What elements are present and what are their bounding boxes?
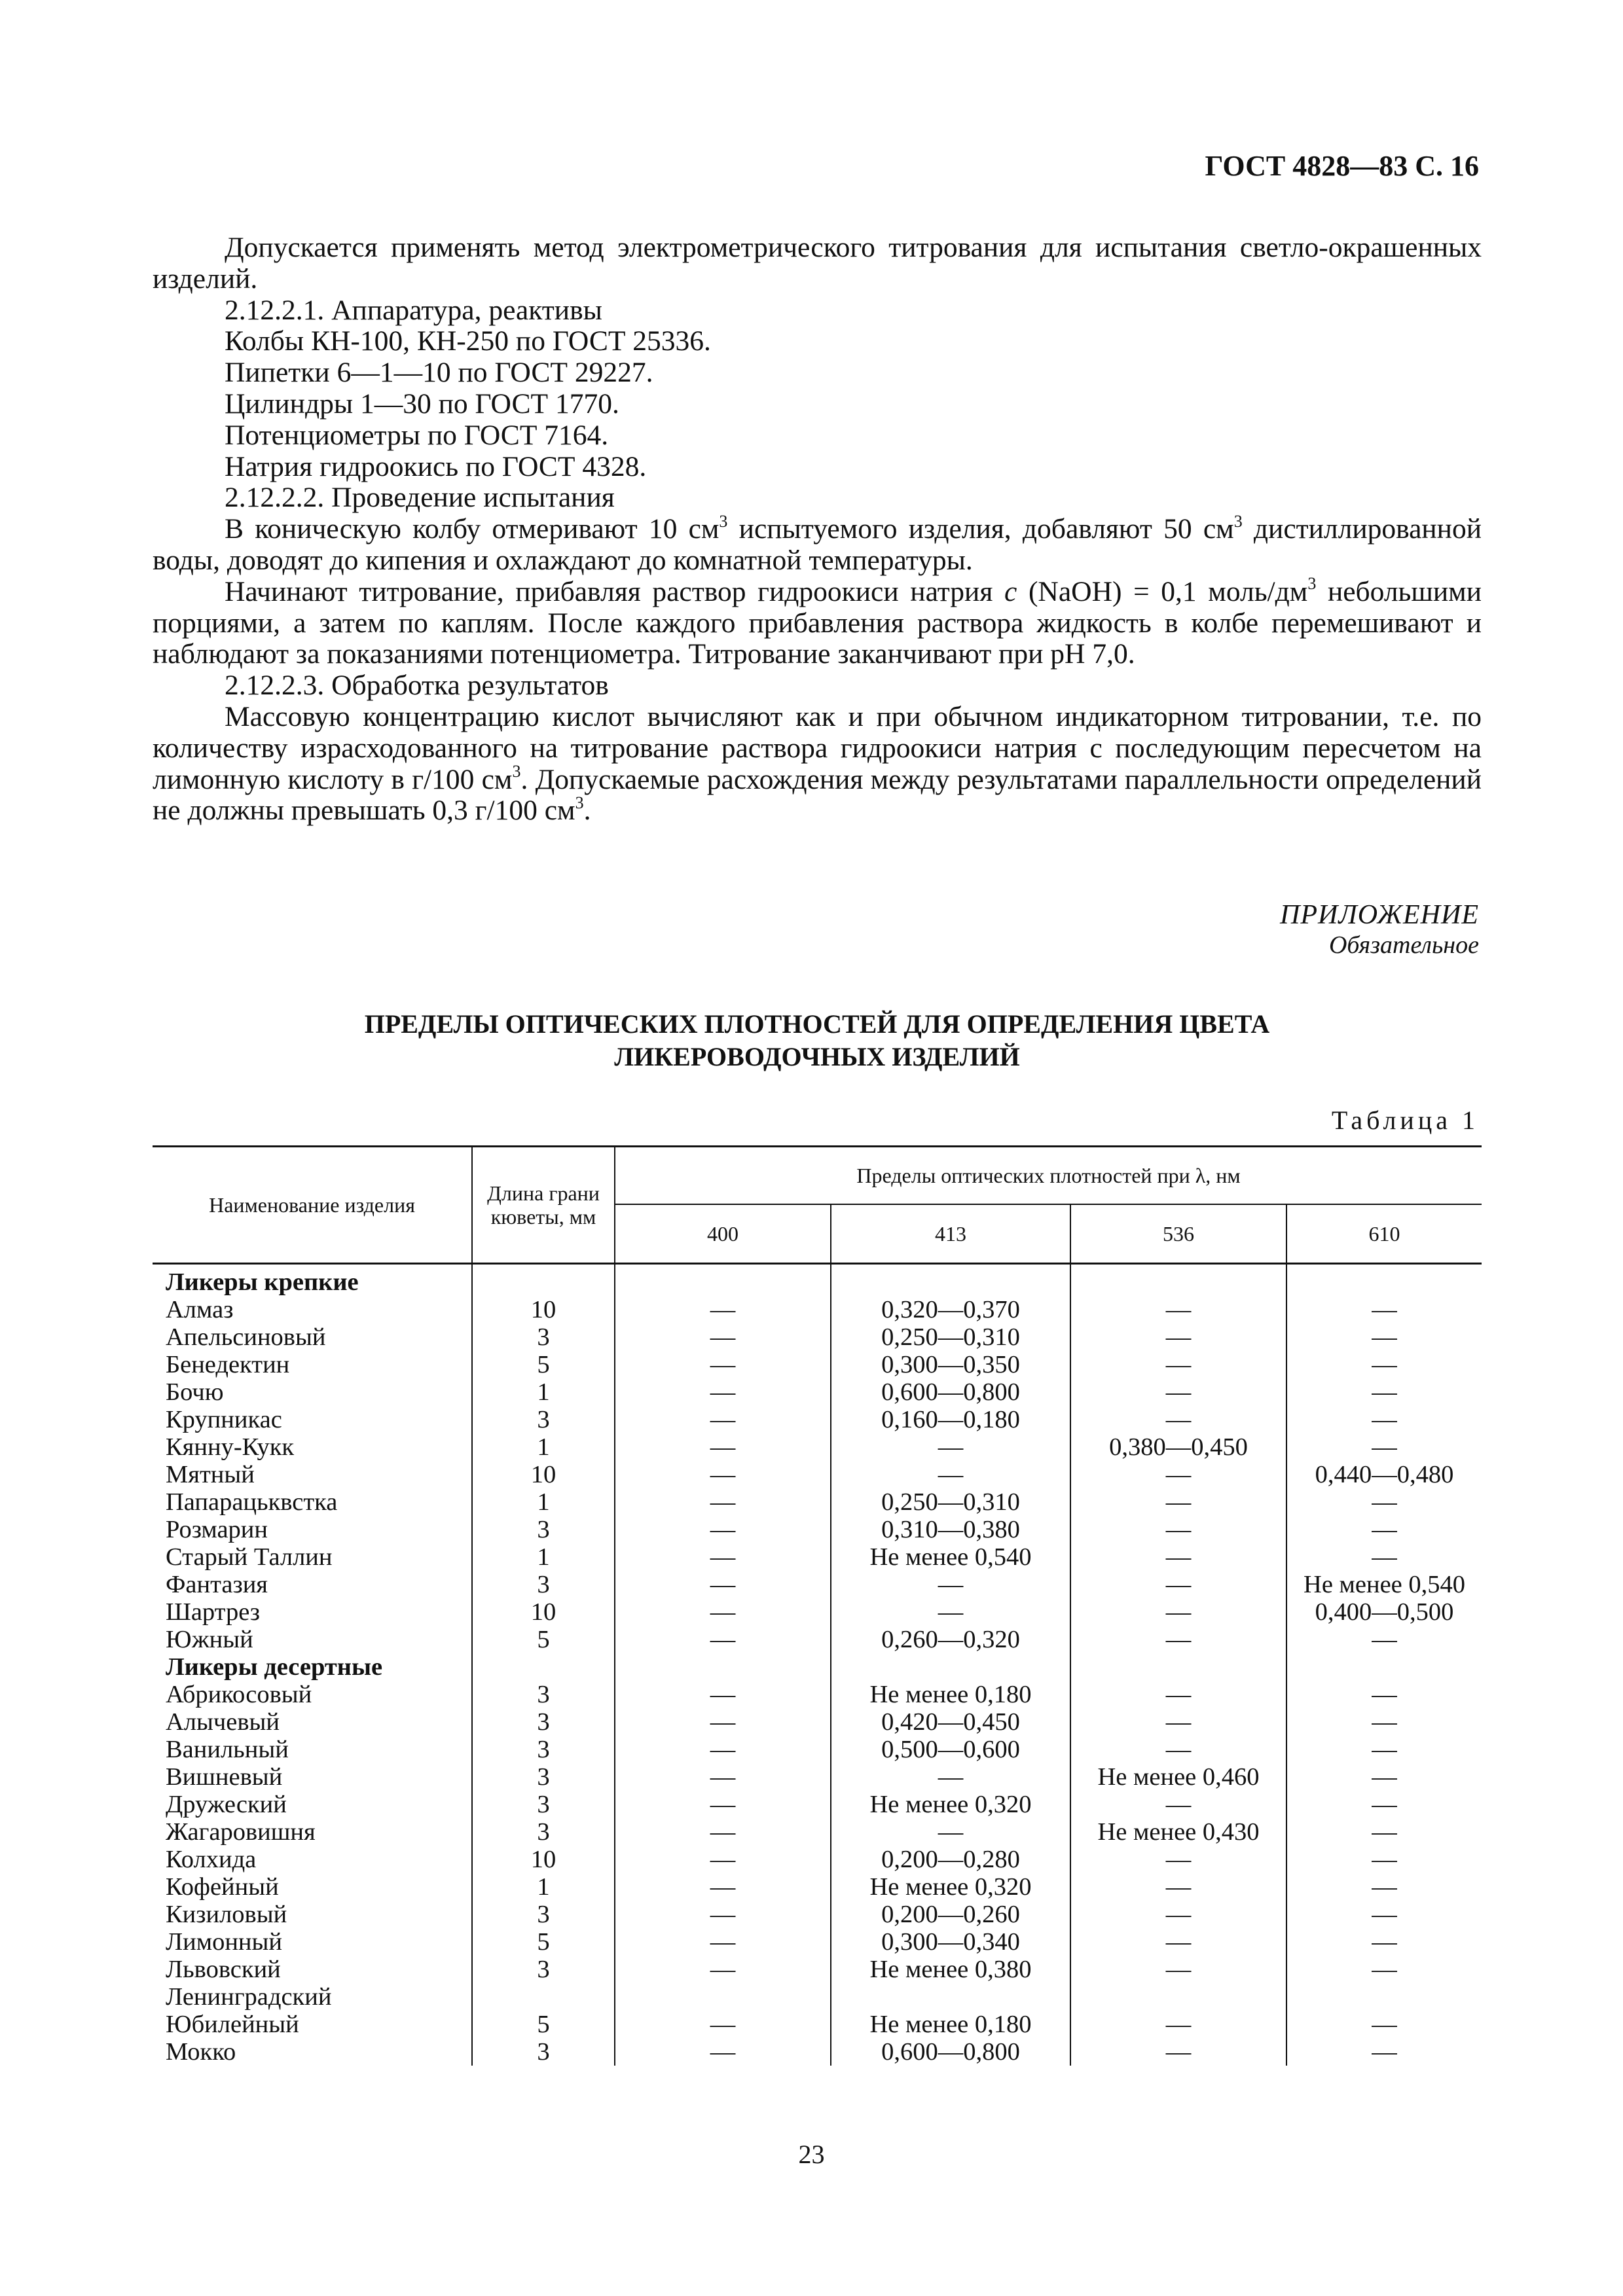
- cell-610: [1286, 1983, 1482, 2011]
- body-text: [153, 232, 1482, 827]
- table-row: [153, 1378, 1482, 1406]
- cell-413: —: [831, 1598, 1070, 1626]
- table-row: [153, 2011, 1482, 2038]
- table-row: [153, 1543, 1482, 1571]
- cell-name: Кизиловый: [166, 1901, 287, 1928]
- cell-length: [472, 1653, 615, 1681]
- cell-413: [831, 1983, 1070, 2011]
- cell-name: Бочю: [166, 1378, 224, 1406]
- cell-413: Не менее 0,180: [831, 2011, 1070, 2038]
- table-row: [153, 1928, 1482, 1956]
- cell-536: Не менее 0,430: [1070, 1818, 1286, 1846]
- cell-610: 0,440—0,480: [1286, 1461, 1482, 1488]
- cell-400: —: [615, 1351, 831, 1378]
- cell-400: [615, 1983, 831, 2011]
- column-header-413: 413: [831, 1204, 1070, 1264]
- cell-length: 10: [472, 1296, 615, 1323]
- cell-length: 1: [472, 1543, 615, 1571]
- table-row: [153, 1818, 1482, 1846]
- list-item: Цилиндры 1—30 по ГОСТ 1770.: [225, 387, 619, 420]
- cell-536: 0,380—0,450: [1070, 1433, 1286, 1461]
- cell-413: Не менее 0,320: [831, 1791, 1070, 1818]
- table-label: Таблица 1: [1331, 1105, 1479, 1135]
- table-group-row: [153, 1653, 1482, 1681]
- cell-610: —: [1286, 1763, 1482, 1791]
- cell-413: 0,200—0,280: [831, 1846, 1070, 1873]
- cell-length: 1: [472, 1378, 615, 1406]
- cell-413: [831, 1268, 1070, 1296]
- cell-536: Не менее 0,460: [1070, 1763, 1286, 1791]
- cell-536: [1070, 1268, 1286, 1296]
- cell-413: Не менее 0,540: [831, 1543, 1070, 1571]
- cell-400: —: [615, 1406, 831, 1433]
- table-row: [153, 1956, 1482, 1983]
- table-row: [153, 1983, 1482, 2011]
- cell-413: 0,420—0,450: [831, 1708, 1070, 1736]
- cell-413: —: [831, 1461, 1070, 1488]
- cell-610: —: [1286, 1818, 1482, 1846]
- appendix-title: ПРИЛОЖЕНИЕ: [1280, 900, 1479, 930]
- cell-610: [1286, 1653, 1482, 1681]
- section-procedure: 2.12.2.2. Проведение испытания: [225, 482, 615, 514]
- cell-length: 5: [472, 1928, 615, 1956]
- cell-length: 3: [472, 1901, 615, 1928]
- cell-610: —: [1286, 1791, 1482, 1818]
- column-header-length: Длина грани кюветы, мм: [472, 1147, 615, 1264]
- cell-name: Кофейный: [166, 1873, 279, 1901]
- cell-536: —: [1070, 1351, 1286, 1378]
- cell-413: 0,320—0,370: [831, 1296, 1070, 1323]
- cell-length: 3: [472, 1323, 615, 1351]
- cell-length: 5: [472, 1626, 615, 1653]
- cell-name: Алычевый: [166, 1708, 280, 1736]
- cell-length: 5: [472, 1351, 615, 1378]
- column-header-name: Наименование изделия: [153, 1147, 472, 1264]
- page-header: ГОСТ 4828—83 С. 16: [1205, 150, 1479, 182]
- cell-413: —: [831, 1571, 1070, 1598]
- table-row: [153, 1598, 1482, 1626]
- cell-536: —: [1070, 1708, 1286, 1736]
- cell-400: —: [615, 1708, 831, 1736]
- table-row: [153, 1351, 1482, 1378]
- cell-536: —: [1070, 1956, 1286, 1983]
- cell-536: —: [1070, 1543, 1286, 1571]
- table-group-row: [153, 1268, 1482, 1296]
- cell-413: 0,500—0,600: [831, 1736, 1070, 1763]
- cell-name: Ленинградский: [166, 1983, 332, 2011]
- cell-536: —: [1070, 1323, 1286, 1351]
- cell-400: —: [615, 1323, 831, 1351]
- cell-536: —: [1070, 1791, 1286, 1818]
- cell-name: Мятный: [166, 1461, 255, 1488]
- cell-536: [1070, 1983, 1286, 2011]
- table-row: [153, 1736, 1482, 1763]
- cell-400: [615, 1268, 831, 1296]
- table-row: [153, 1763, 1482, 1791]
- cell-length: 1: [472, 1433, 615, 1461]
- cell-400: —: [615, 1571, 831, 1598]
- cell-name: Кянну-Кукк: [166, 1433, 295, 1461]
- list-item: Потенциометры по ГОСТ 7164.: [225, 419, 609, 451]
- cell-610: —: [1286, 1928, 1482, 1956]
- cell-400: —: [615, 1296, 831, 1323]
- cell-413: Не менее 0,180: [831, 1681, 1070, 1708]
- table-row: [153, 1461, 1482, 1488]
- cell-400: —: [615, 1736, 831, 1763]
- cell-610: 0,400—0,500: [1286, 1598, 1482, 1626]
- table-row: [153, 1406, 1482, 1433]
- cell-413: 0,600—0,800: [831, 1378, 1070, 1406]
- cell-400: —: [615, 1378, 831, 1406]
- list-item: Натрия гидроокись по ГОСТ 4328.: [225, 450, 647, 482]
- appendix-subtitle: Обязательное: [1328, 931, 1479, 959]
- cell-400: —: [615, 1516, 831, 1543]
- cell-name: Ванильный: [166, 1736, 289, 1763]
- cell-610: —: [1286, 1296, 1482, 1323]
- table-row: [153, 1296, 1482, 1323]
- cell-400: —: [615, 2011, 831, 2038]
- table-row: [153, 1846, 1482, 1873]
- cell-name: Фантазия: [166, 1571, 268, 1598]
- cell-413: [831, 1653, 1070, 1681]
- cell-name: Львовский: [166, 1956, 281, 1983]
- cell-name: Ликеры десертные: [166, 1653, 383, 1681]
- column-header-536: 536: [1070, 1204, 1286, 1264]
- cell-length: 3: [472, 1516, 615, 1543]
- cell-length: 3: [472, 1708, 615, 1736]
- cell-length: 3: [472, 1681, 615, 1708]
- cell-610: —: [1286, 1736, 1482, 1763]
- cell-536: —: [1070, 1928, 1286, 1956]
- cell-400: —: [615, 1928, 831, 1956]
- table-row: [153, 1873, 1482, 1901]
- cell-name: Лимонный: [166, 1928, 283, 1956]
- cell-413: —: [831, 1818, 1070, 1846]
- cell-length: [472, 1983, 615, 2011]
- cell-413: Не менее 0,320: [831, 1873, 1070, 1901]
- cell-536: —: [1070, 1488, 1286, 1516]
- cell-name: Папарацьквстка: [166, 1488, 338, 1516]
- cell-name: Апельсиновый: [166, 1323, 326, 1351]
- cell-400: —: [615, 1818, 831, 1846]
- cell-length: 3: [472, 1736, 615, 1763]
- cell-610: —: [1286, 1901, 1482, 1928]
- cell-length: 3: [472, 1956, 615, 1983]
- cell-length: 1: [472, 1873, 615, 1901]
- cell-610: —: [1286, 1873, 1482, 1901]
- cell-610: —: [1286, 1846, 1482, 1873]
- cell-610: —: [1286, 1351, 1482, 1378]
- cell-610: —: [1286, 1543, 1482, 1571]
- cell-536: —: [1070, 1846, 1286, 1873]
- cell-400: —: [615, 1488, 831, 1516]
- cell-413: —: [831, 1763, 1070, 1791]
- cell-length: 3: [472, 1818, 615, 1846]
- cell-400: —: [615, 1543, 831, 1571]
- cell-length: 3: [472, 1791, 615, 1818]
- table-row: [153, 1571, 1482, 1598]
- cell-400: —: [615, 1461, 831, 1488]
- cell-400: —: [615, 1791, 831, 1818]
- cell-610: —: [1286, 1433, 1482, 1461]
- cell-length: 3: [472, 1763, 615, 1791]
- cell-name: Южный: [166, 1626, 253, 1653]
- cell-413: Не менее 0,380: [831, 1956, 1070, 1983]
- cell-610: —: [1286, 1516, 1482, 1543]
- table-row: [153, 1791, 1482, 1818]
- cell-name: Бенедектин: [166, 1351, 290, 1378]
- cell-name: Шартрез: [166, 1598, 260, 1626]
- cell-name: Вишневый: [166, 1763, 283, 1791]
- cell-536: —: [1070, 1571, 1286, 1598]
- cell-400: —: [615, 1873, 831, 1901]
- cell-536: —: [1070, 1901, 1286, 1928]
- table-body: [153, 1264, 1482, 2066]
- cell-400: —: [615, 2038, 831, 2066]
- cell-length: 3: [472, 1571, 615, 1598]
- cell-name: Мокко: [166, 2038, 236, 2066]
- cell-name: Жагаровишня: [166, 1818, 316, 1846]
- cell-name: Дружеский: [166, 1791, 287, 1818]
- cell-400: —: [615, 1626, 831, 1653]
- cell-413: 0,310—0,380: [831, 1516, 1070, 1543]
- column-header-610: 610: [1286, 1204, 1482, 1264]
- cell-length: 10: [472, 1598, 615, 1626]
- list-item: Колбы КН-100, КН-250 по ГОСТ 25336.: [225, 325, 711, 357]
- table-row: [153, 1681, 1482, 1708]
- cell-610: —: [1286, 1626, 1482, 1653]
- cell-400: —: [615, 1598, 831, 1626]
- paragraph-intro: Допускается применять метод электрометрического титрования для испытания светло-окрашенных изделий.: [153, 232, 1482, 295]
- cell-name: Абрикосовый: [166, 1681, 312, 1708]
- cell-536: —: [1070, 1873, 1286, 1901]
- cell-400: —: [615, 1433, 831, 1461]
- optical-density-table: [153, 1145, 1482, 2066]
- cell-610: [1286, 1268, 1482, 1296]
- cell-name: Алмаз: [166, 1296, 234, 1323]
- cell-400: —: [615, 1681, 831, 1708]
- table-row: [153, 1516, 1482, 1543]
- cell-length: 5: [472, 2011, 615, 2038]
- paragraph-procedure: В коническую колбу отмеривают 10 $см^3$ испытуемого изделия, добавляют 50 $см^3$ дистиллированной воды, доводят до кипения и охлаждают до комнатной температуры.: [153, 511, 1482, 576]
- table-row: [153, 2038, 1482, 2066]
- cell-413: 0,300—0,350: [831, 1351, 1070, 1378]
- cell-610: Не менее 0,540: [1286, 1571, 1482, 1598]
- cell-413: 0,600—0,800: [831, 2038, 1070, 2066]
- table-row: [153, 1323, 1482, 1351]
- cell-536: —: [1070, 2038, 1286, 2066]
- cell-610: —: [1286, 1681, 1482, 1708]
- cell-name: Юбилейный: [166, 2011, 299, 2038]
- cell-536: —: [1070, 1516, 1286, 1543]
- cell-length: 3: [472, 1406, 615, 1433]
- cell-400: —: [615, 1846, 831, 1873]
- cell-length: 3: [472, 2038, 615, 2066]
- cell-413: 0,250—0,310: [831, 1488, 1070, 1516]
- table-row: [153, 1433, 1482, 1461]
- cell-413: 0,300—0,340: [831, 1928, 1070, 1956]
- column-header-400: 400: [615, 1204, 831, 1264]
- cell-length: 1: [472, 1488, 615, 1516]
- cell-536: —: [1070, 1406, 1286, 1433]
- table-row: [153, 1708, 1482, 1736]
- cell-610: —: [1286, 2038, 1482, 2066]
- cell-536: —: [1070, 1296, 1286, 1323]
- cell-610: —: [1286, 1406, 1482, 1433]
- cell-536: [1070, 1653, 1286, 1681]
- section-apparatus: 2.12.2.1. Аппаратура, реактивы: [225, 294, 602, 326]
- appendix-block: [1280, 900, 1479, 960]
- paragraph-titration: Начинают титрование, прибавляя раствор гидроокиси натрия c (NaOH) = 0,1 моль/$дм^3$ небольшими порциями, а затем по каплям. После каждого прибавления раствора жидкость в колбе перемешивают и наблюдают за показаниями потенциометра. Титрование заканчивают при pH 7,0.: [153, 574, 1482, 670]
- cell-536: —: [1070, 1598, 1286, 1626]
- table-row: [153, 1901, 1482, 1928]
- cell-400: —: [615, 1901, 831, 1928]
- cell-name: Ликеры крепкие: [166, 1268, 359, 1296]
- cell-400: —: [615, 1956, 831, 1983]
- section-results: 2.12.2.3. Обработка результатов: [225, 670, 609, 702]
- cell-400: —: [615, 1763, 831, 1791]
- cell-610: —: [1286, 1708, 1482, 1736]
- cell-length: 10: [472, 1461, 615, 1488]
- cell-536: —: [1070, 1626, 1286, 1653]
- cell-610: —: [1286, 1323, 1482, 1351]
- cell-413: 0,250—0,310: [831, 1323, 1070, 1351]
- cell-name: Колхида: [166, 1846, 257, 1873]
- cell-name: Крупникас: [166, 1406, 282, 1433]
- cell-400: [615, 1653, 831, 1681]
- column-header-limits: Пределы оптических плотностей при λ, нм: [615, 1147, 1482, 1205]
- list-item: Пипетки 6—1—10 по ГОСТ 29227.: [225, 357, 653, 389]
- page-number: 23: [798, 2140, 825, 2169]
- cell-413: —: [831, 1433, 1070, 1461]
- cell-413: 0,200—0,260: [831, 1901, 1070, 1928]
- table-row: [153, 1626, 1482, 1653]
- cell-413: 0,260—0,320: [831, 1626, 1070, 1653]
- cell-536: —: [1070, 2011, 1286, 2038]
- cell-length: [472, 1268, 615, 1296]
- cell-length: 10: [472, 1846, 615, 1873]
- cell-name: Старый Таллин: [166, 1543, 333, 1571]
- cell-413: 0,160—0,180: [831, 1406, 1070, 1433]
- cell-name: Розмарин: [166, 1516, 268, 1543]
- cell-610: —: [1286, 1956, 1482, 1983]
- paragraph-results: Массовую концентрацию кислот вычисляют как и при обычном индикаторном титровании, т.е. по количеству израсходованного на титрование раствора гидроокиси натрия с последующим пересчетом на лимонную кислоту в г/100 $см^3$. Допускаемые расхождения между результатами параллельности определений не должны превышать 0,3 г/100 $см^3$.: [153, 700, 1482, 827]
- cell-536: —: [1070, 1378, 1286, 1406]
- cell-610: —: [1286, 1488, 1482, 1516]
- cell-610: —: [1286, 1378, 1482, 1406]
- cell-610: —: [1286, 2011, 1482, 2038]
- cell-536: —: [1070, 1461, 1286, 1488]
- cell-536: —: [1070, 1736, 1286, 1763]
- table-title: ПРЕДЕЛЫ ОПТИЧЕСКИХ ПЛОТНОСТЕЙ ДЛЯ ОПРЕДЕЛЕНИЯ ЦВЕТА ЛИКЕРОВОДОЧНЫХ ИЗДЕЛИЙ: [364, 1009, 1270, 1071]
- cell-536: —: [1070, 1681, 1286, 1708]
- table-row: [153, 1488, 1482, 1516]
